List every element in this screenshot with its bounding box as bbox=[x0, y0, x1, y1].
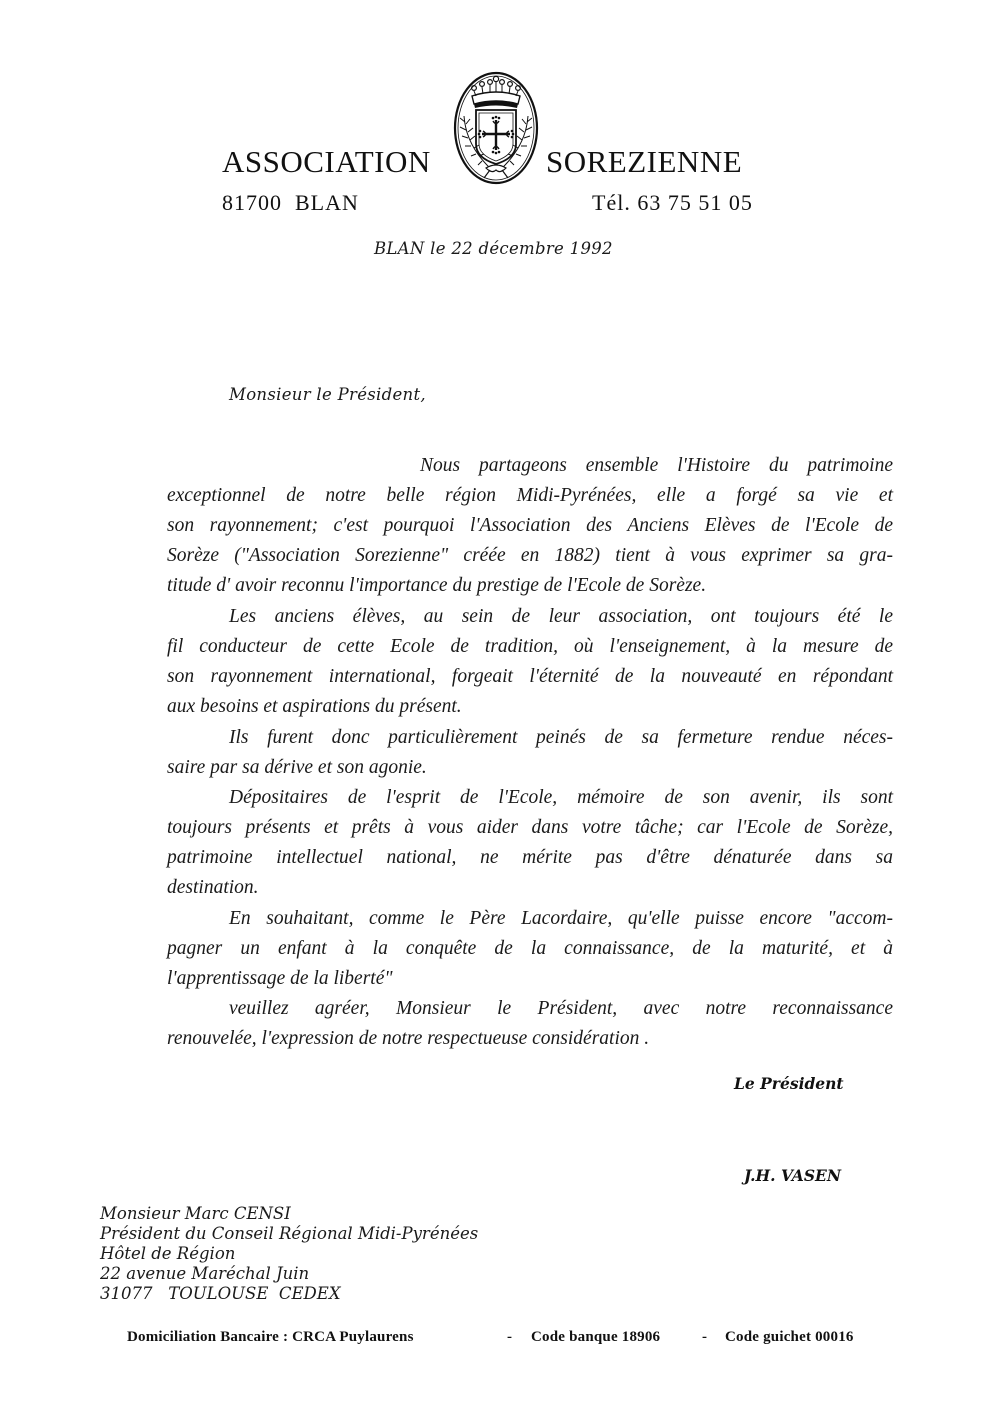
body-line: Ils furent donc particulièrement peinés de sa fermeture rendue néces- bbox=[229, 727, 893, 748]
postal-city: 81700 BLAN bbox=[222, 190, 359, 215]
footer-branch-code: Code guichet 00016 bbox=[725, 1329, 854, 1345]
date-line: BLAN le 22 décembre 1992 bbox=[374, 239, 613, 258]
coat-of-arms-icon bbox=[452, 66, 540, 186]
body-line: Nous partageons ensemble l'Histoire du patrimoine bbox=[420, 455, 893, 476]
body-line: patrimoine intellectuel national, ne mérite pas d'être dénaturée dans sa bbox=[167, 847, 893, 868]
body-line: destination. bbox=[167, 877, 259, 898]
association-name-left: ASSOCIATION bbox=[222, 144, 431, 179]
body-line: fil conducteur de cette Ecole de tradition, où l'enseignement, à la mesure de bbox=[167, 636, 893, 657]
phone-number: Tél. 63 75 51 05 bbox=[592, 190, 753, 215]
footer-bank: Domiciliation Bancaire : CRCA Puylaurens bbox=[127, 1329, 414, 1345]
footer-separator: - bbox=[702, 1329, 708, 1345]
recipient-line: Hôtel de Région bbox=[100, 1244, 236, 1263]
recipient-line: Monsieur Marc CENSI bbox=[100, 1204, 291, 1223]
body-line: En souhaitant, comme le Père Lacordaire, qu'elle puisse encore "accom- bbox=[229, 908, 893, 929]
body-line: Dépositaires de l'esprit de l'Ecole, mémoire de son avenir, ils sont bbox=[229, 787, 893, 808]
signature-name: J.H. VASEN bbox=[744, 1166, 841, 1185]
body-line: son rayonnement; c'est pourquoi l'Association des Anciens Elèves de l'Ecole de bbox=[167, 515, 893, 536]
body-line: son rayonnement international, forgeait l'éternité de la nouveauté en répondant bbox=[167, 666, 893, 687]
signature-title: Le Président bbox=[734, 1074, 844, 1093]
body-line: exceptionnel de notre belle région Midi-Pyrénées, elle a forgé sa vie et bbox=[167, 485, 893, 506]
body-line: pagner un enfant à la conquête de la connaissance, de la maturité, et à bbox=[167, 938, 893, 959]
association-name-right: SOREZIENNE bbox=[546, 144, 743, 179]
footer-bank-code: Code banque 18906 bbox=[531, 1329, 661, 1345]
body-line: Sorèze ("Association Sorezienne" créée en 1882) tient à vous exprimer sa gra- bbox=[167, 545, 893, 566]
body-line: saire par sa dérive et son agonie. bbox=[167, 757, 427, 778]
body-line: l'apprentissage de la liberté" bbox=[167, 968, 393, 989]
salutation: Monsieur le Président, bbox=[229, 385, 426, 404]
footer-separator: - bbox=[507, 1329, 513, 1345]
body-line: toujours présents et prêts à vous aider dans votre tâche; car l'Ecole de Sorèze, bbox=[167, 817, 893, 838]
body-line: aux besoins et aspirations du présent. bbox=[167, 696, 462, 717]
body-line: titude d' avoir reconnu l'importance du prestige de l'Ecole de Sorèze. bbox=[167, 575, 707, 596]
body-line: renouvelée, l'expression de notre respectueuse considération . bbox=[167, 1028, 650, 1049]
recipient-line: 31077 TOULOUSE CEDEX bbox=[100, 1284, 341, 1303]
recipient-line: Président du Conseil Régional Midi-Pyrénées bbox=[100, 1224, 479, 1243]
body-line: Les anciens élèves, au sein de leur association, ont toujours été le bbox=[229, 606, 893, 627]
recipient-line: 22 avenue Maréchal Juin bbox=[100, 1264, 310, 1283]
body-line: veuillez agréer, Monsieur le Président, avec notre reconnaissance bbox=[229, 998, 893, 1019]
